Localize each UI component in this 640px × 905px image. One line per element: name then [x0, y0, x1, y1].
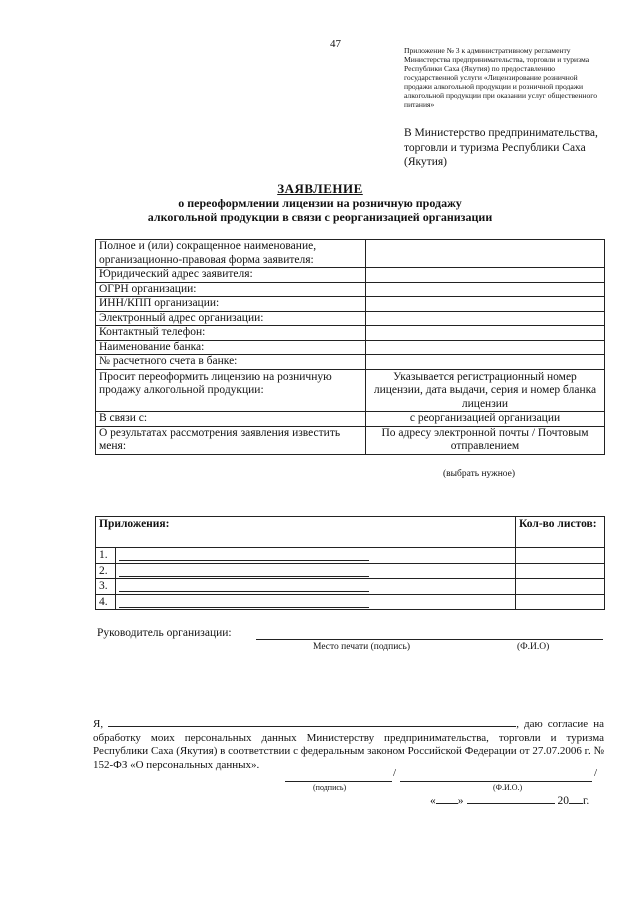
consent-paragraph: [93, 716, 604, 772]
form-row: [96, 369, 605, 412]
slash-separator: /: [393, 767, 397, 779]
form-row: [96, 297, 605, 312]
consent-agree: , даю согласие на: [516, 718, 605, 730]
attachment-name[interactable]: [116, 594, 516, 610]
attachments-table: [95, 516, 605, 610]
addressee: В Министерство предпринимательства, торговли и туризма Республики Саха (Якутия): [404, 127, 598, 168]
form-row-label: О результатах рассмотрения заявления известить меня:: [96, 426, 366, 454]
form-row-label: ОГРН организации:: [96, 282, 366, 297]
form-row-value[interactable]: [366, 240, 605, 268]
attachment-number: 2.: [96, 563, 116, 579]
attachment-row: [96, 579, 605, 595]
form-row-value[interactable]: [366, 355, 605, 370]
consent-name-line[interactable]: [108, 716, 516, 727]
title-line-1: о переоформлении лицензии на розничную продажу: [178, 196, 462, 210]
slash-separator: /: [594, 767, 598, 779]
form-row: [96, 412, 605, 427]
form-row-label: Юридический адрес заявителя:: [96, 268, 366, 283]
date-year-prefix: 20: [557, 795, 569, 807]
date-line: [430, 793, 589, 807]
attachment-name[interactable]: [116, 579, 516, 595]
form-row: [96, 240, 605, 268]
form-row-label: Наименование банка:: [96, 340, 366, 355]
stamp-signature-label: Место печати (подпись): [313, 642, 411, 652]
form-row: [96, 282, 605, 297]
title-main: ЗАЯВЛЕНИЕ: [277, 181, 363, 196]
date-year-field[interactable]: [569, 793, 583, 804]
attachment-name[interactable]: [116, 548, 516, 564]
form-row: [96, 311, 605, 326]
consent-fio-line[interactable]: [400, 781, 592, 782]
form-row-value[interactable]: с реорганизацией организации: [366, 412, 605, 427]
application-form-table: [95, 239, 605, 455]
date-month-field[interactable]: [467, 793, 555, 804]
attachments-header: Приложения:: [96, 517, 516, 548]
head-of-organization-label: Руководитель организации:: [97, 627, 232, 639]
form-row: [96, 340, 605, 355]
date-open-quote: «: [430, 795, 436, 807]
consent-text: обработку моих персональных данных Министерству предпринимательства, торговли и туризма Республики Саха (Якутия) в соответствии с федеральным законом Российской Федерации от 27.07.2006 г. № 152-ФЗ «О персональных данных».: [93, 731, 604, 771]
attachment-sheets[interactable]: [516, 563, 605, 579]
consent-signature-line[interactable]: [285, 781, 392, 782]
page-number: 47: [330, 38, 341, 50]
date-close-quote: »: [457, 795, 464, 807]
attachment-sheets[interactable]: [516, 548, 605, 564]
form-row-value[interactable]: Указывается регистрационный номер лицензии, дата выдачи, серия и номер бланка лицензии: [366, 369, 605, 412]
form-row-value[interactable]: [366, 268, 605, 283]
signature-caption: (подпись): [313, 783, 347, 792]
form-row: [96, 426, 605, 454]
form-row-value[interactable]: [366, 311, 605, 326]
fio-caption: (Ф.И.О.): [493, 783, 523, 792]
attachment-sheets[interactable]: [516, 594, 605, 610]
form-row-label: ИНН/КПП организации:: [96, 297, 366, 312]
attachment-sheets[interactable]: [516, 579, 605, 595]
form-row-label: Полное и (или) сокращенное наименование, организационно-правовая форма заявителя:: [96, 240, 366, 268]
form-row-label: Контактный телефон:: [96, 326, 366, 341]
attachment-row: [96, 594, 605, 610]
date-year-suffix: г.: [583, 795, 590, 807]
attachment-number: 1.: [96, 548, 116, 564]
attachment-name[interactable]: [116, 563, 516, 579]
sheets-count-header: Кол-во листов:: [516, 517, 605, 548]
choose-note: (выбрать нужное): [443, 469, 516, 479]
form-row-value[interactable]: [366, 340, 605, 355]
attachment-row: [96, 548, 605, 564]
form-row-label: № расчетного счета в банке:: [96, 355, 366, 370]
attachments-header-row: [96, 517, 605, 548]
date-day-field[interactable]: [436, 793, 458, 804]
form-row-label: Электронный адрес организации:: [96, 311, 366, 326]
form-row-label: В связи с:: [96, 412, 366, 427]
attachment-number: 4.: [96, 594, 116, 610]
form-row: [96, 355, 605, 370]
form-row-value[interactable]: [366, 297, 605, 312]
form-row-value[interactable]: По адресу электронной почты / Почтовым отправлением: [366, 426, 605, 454]
head-signature-line[interactable]: [256, 639, 603, 640]
fio-label: (Ф.И.О): [517, 642, 550, 652]
title-line-2: алкогольной продукции в связи с реорганизацией организации: [147, 210, 493, 224]
attachment-row: [96, 563, 605, 579]
form-row: [96, 326, 605, 341]
attachment-number: 3.: [96, 579, 116, 595]
appendix-note: Приложение № 3 к административному регламенту Министерства предпринимательства, торговли и туризма Республики Саха (Якутия) по предоставлению государственной услуги «Лицензирование розничной продажи алкогольной продукции и розничной продажи алкогольной продукции при оказании услуг общественного питания»: [404, 46, 598, 109]
form-row-value[interactable]: [366, 326, 605, 341]
consent-ya: Я,: [93, 718, 104, 730]
form-row: [96, 268, 605, 283]
form-row-label: Просит переоформить лицензию на розничную продажу алкогольной продукции:: [96, 369, 366, 412]
document-title: [130, 181, 510, 224]
form-row-value[interactable]: [366, 282, 605, 297]
